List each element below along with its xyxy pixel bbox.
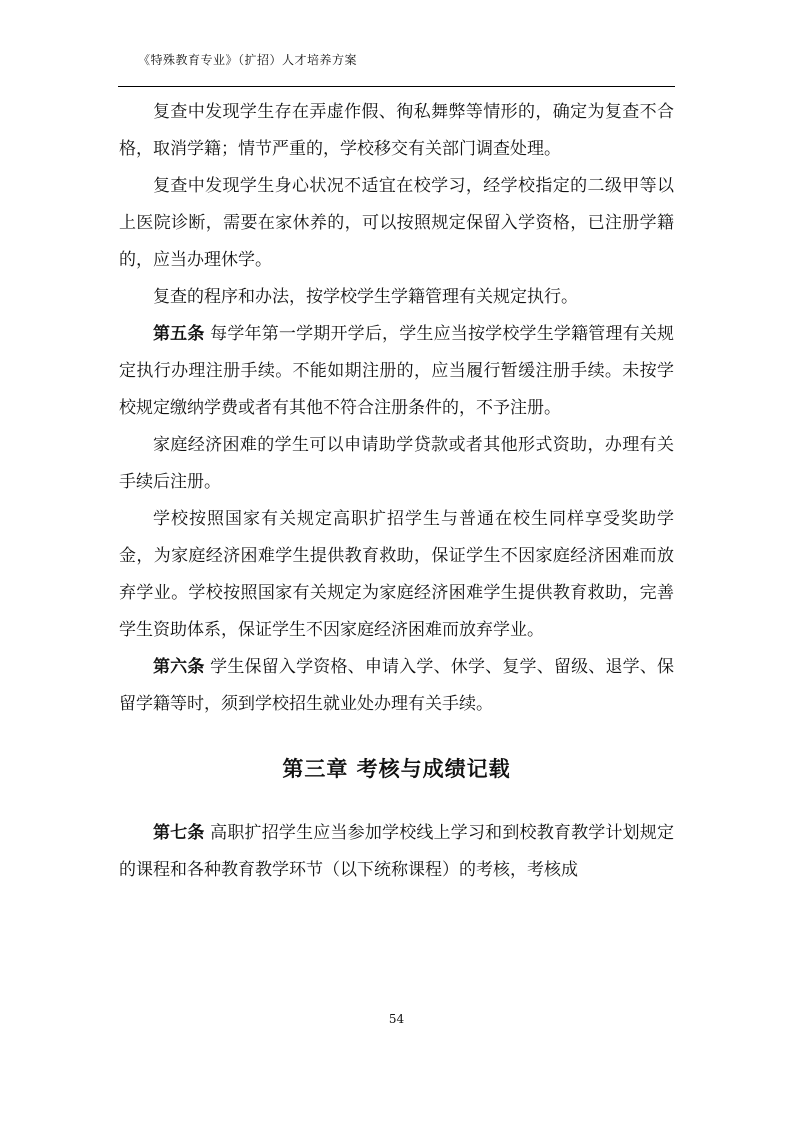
paragraph-review-fraud: 复查中发现学生存在弄虚作假、徇私舞弊等情形的，确定为复查不合格，取消学籍；情节严重的，学校移交有关部门调查处理。 [119,102,674,159]
header-divider [118,86,675,87]
running-header: 《特殊教育专业》（扩招）人才培养方案 [138,53,358,67]
paragraph-financial-aid: 家庭经济困难的学生可以申请助学贷款或者其他形式资助，办理有关手续后注册。 [119,435,674,492]
paragraph-review-health: 复查中发现学生身心状况不适宜在校学习，经学校指定的二级甲等以上医院诊断，需要在家休养的，可以按照规定保留入学资格，已注册学籍的，应当办理休学。 [119,176,674,270]
chapter-heading: 第三章 考核与成绩记载 [282,757,511,781]
article-7-label: 第七条 [153,823,205,843]
article-6-text: 学生保留入学资格、申请入学、休学、复学、留级、退学、保留学籍等时，须到学校招生就业处办理有关手续。 [119,657,674,714]
article-6-label: 第六条 [153,657,205,677]
article-5-label: 第五条 [153,324,205,344]
document-body [119,94,674,889]
article-5 [119,316,674,427]
article-7-text: 高职扩招学生应当参加学校线上学习和到校教育教学计划规定的课程和各种教育教学环节（以下统称课程）的考核，考核成 [119,823,674,880]
paragraph-review-procedure: 复查的程序和办法，按学校学生学籍管理有关规定执行。 [153,287,578,307]
article-6 [119,649,674,723]
paragraph-scholarship: 学校按照国家有关规定高职扩招学生与普通在校生同样享受奖助学金，为家庭经济困难学生提供教育救助，保证学生不因家庭经济困难而放弃学业。学校按照国家有关规定为家庭经济困难学生提供教育救助，完善学生资助体系，保证学生不因家庭经济困难而放弃学业。 [119,509,674,640]
page-number: 54 [388,1012,405,1026]
article-5-text: 每学年第一学期开学后，学生应当按学校学生学籍管理有关规定执行办理注册手续。不能如期注册的，应当履行暂缓注册手续。未按学校规定缴纳学费或者有其他不符合注册条件的，不予注册。 [119,324,674,418]
article-7 [119,815,674,889]
